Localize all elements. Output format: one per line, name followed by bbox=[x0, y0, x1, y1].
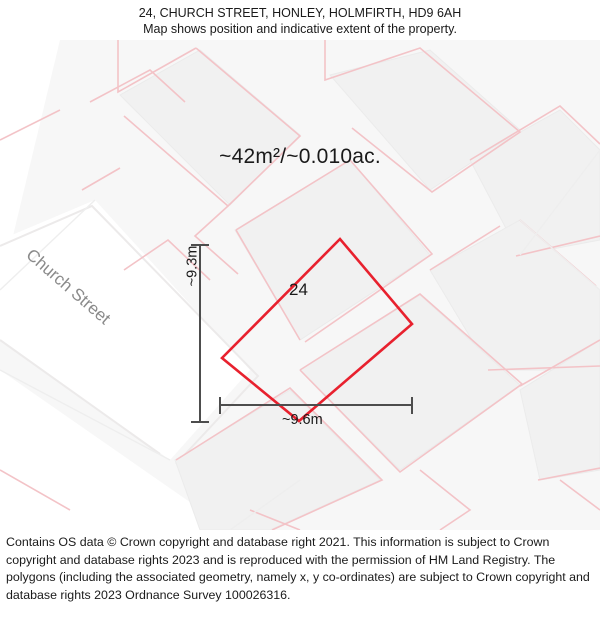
dimension-horizontal-label: ~9.6m bbox=[282, 412, 323, 428]
map-header bbox=[0, 0, 600, 37]
copyright-notice: Contains OS data © Crown copyright and database right 2021. This information is subject to Crown copyright and database rights 2023 and is reproduced with the permission of HM Land Registry. The polygons (including the associated geometry, namely x, y co-ordinates) are subject to Crown copyright and database rights 2023 Ordnance Survey 100026316. bbox=[6, 535, 590, 602]
page-title: 24, CHURCH STREET, HONLEY, HOLMFIRTH, HD9 6AH bbox=[138, 6, 462, 20]
plot-number-label: 24 bbox=[289, 280, 308, 299]
dimension-vertical-label: ~9.3m bbox=[184, 245, 201, 287]
area-measurement-label: ~42m²/~0.010ac. bbox=[219, 145, 381, 168]
street-name-label: Church Street bbox=[22, 245, 115, 329]
page-subtitle: Map shows position and indicative extent of the property. bbox=[143, 22, 457, 36]
map-canvas[interactable] bbox=[0, 40, 600, 530]
